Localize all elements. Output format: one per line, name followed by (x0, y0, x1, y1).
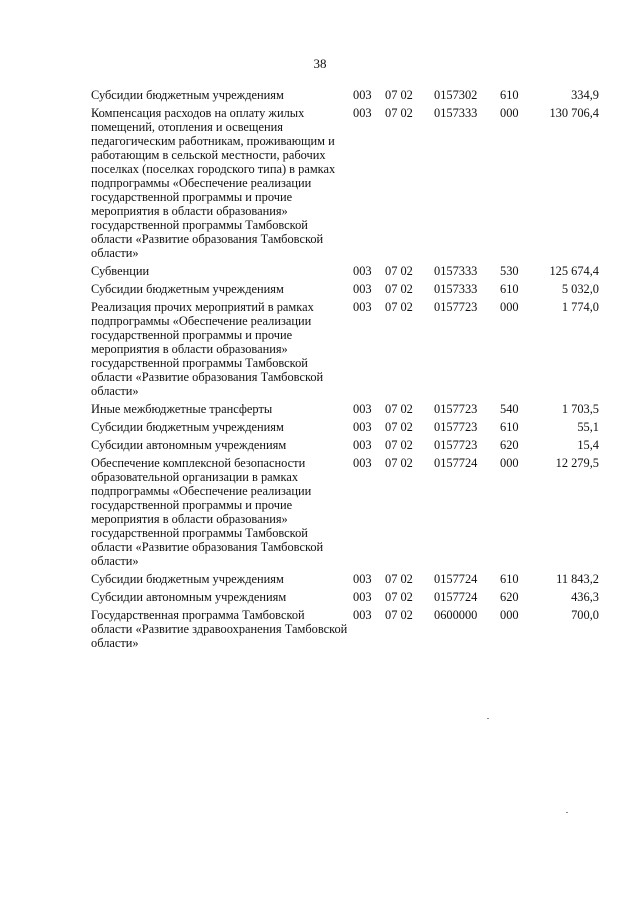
table-row (91, 456, 599, 568)
row-sum: 5 032,0 (561, 282, 599, 296)
row-name: Субсидии бюджетным учреждениям (91, 572, 284, 586)
row-target-article: 0157302 (434, 88, 478, 102)
row-name: Реализация прочих мероприятий в рамках подпрограммы «Обеспечение реализации государственной программы и прочие мероприятия в области образования» государственной программы Тамбовской области «Развитие образования Тамбовской области» (91, 300, 324, 398)
row-sum: 12 279,5 (555, 456, 599, 470)
scan-speck (566, 812, 568, 813)
row-sum: 334,9 (571, 88, 599, 102)
row-sum: 55,1 (577, 420, 599, 434)
row-target-article: 0157333 (434, 264, 478, 278)
table-row (91, 88, 599, 102)
row-ved: 003 (353, 402, 372, 416)
row-ved: 003 (353, 106, 372, 120)
row-expense-type: 620 (500, 438, 519, 452)
row-expense-type: 610 (500, 282, 519, 296)
row-expense-type: 000 (500, 608, 519, 622)
row-sum: 700,0 (571, 608, 599, 622)
row-section: 07 02 (385, 438, 413, 452)
row-expense-type: 610 (500, 420, 519, 434)
row-expense-type: 610 (500, 88, 519, 102)
row-expense-type: 540 (500, 402, 519, 416)
row-target-article: 0157723 (434, 300, 478, 314)
row-sum: 130 706,4 (549, 106, 599, 120)
row-ved: 003 (353, 456, 372, 470)
row-sum: 125 674,4 (549, 264, 599, 278)
row-expense-type: 000 (500, 456, 519, 470)
row-sum: 15,4 (577, 438, 599, 452)
row-sum: 1 774,0 (561, 300, 599, 314)
row-name: Субсидии автономным учреждениям (91, 438, 287, 452)
row-section: 07 02 (385, 264, 413, 278)
row-name: Субвенции (91, 264, 150, 278)
row-ved: 003 (353, 300, 372, 314)
row-name: Государственная программа Тамбовской области «Развитие здравоохранения Тамбовской области» (91, 608, 348, 650)
row-section: 07 02 (385, 456, 413, 470)
row-name: Субсидии бюджетным учреждениям (91, 88, 284, 102)
page-number: 38 (313, 56, 327, 71)
row-sum: 436,3 (571, 590, 599, 604)
row-section: 07 02 (385, 282, 413, 296)
row-section: 07 02 (385, 300, 413, 314)
table-row (91, 300, 599, 398)
row-ved: 003 (353, 590, 372, 604)
row-target-article: 0157723 (434, 420, 478, 434)
row-ved: 003 (353, 438, 372, 452)
row-section: 07 02 (385, 608, 413, 622)
table-row (91, 438, 599, 452)
table-row (91, 572, 599, 586)
row-name: Субсидии бюджетным учреждениям (91, 420, 284, 434)
row-ved: 003 (353, 264, 372, 278)
row-section: 07 02 (385, 106, 413, 120)
row-sum: 1 703,5 (561, 402, 599, 416)
row-ved: 003 (353, 88, 372, 102)
row-section: 07 02 (385, 590, 413, 604)
row-sum: 11 843,2 (556, 572, 599, 586)
row-target-article: 0157723 (434, 402, 478, 416)
budget-table (91, 88, 599, 654)
table-row (91, 608, 599, 650)
row-section: 07 02 (385, 402, 413, 416)
row-target-article: 0157724 (434, 572, 478, 586)
row-name: Компенсация расходов на оплату жилых помещений, отопления и освещения педагогическим работникам, проживающим и работающим в сельской местности, рабочих поселках (поселках городского типа) в рамках подпрограммы «Обеспечение реализации государственной программы и прочие мероприятия в области образования» государственной программы Тамбовской области «Развитие образования Тамбовской области» (91, 106, 336, 260)
table-row (91, 264, 599, 278)
row-expense-type: 000 (500, 300, 519, 314)
row-target-article: 0157724 (434, 456, 478, 470)
row-section: 07 02 (385, 88, 413, 102)
row-expense-type: 610 (500, 572, 519, 586)
row-ved: 003 (353, 420, 372, 434)
scan-speck (487, 718, 489, 719)
row-expense-type: 530 (500, 264, 519, 278)
row-target-article: 0157333 (434, 282, 478, 296)
row-expense-type: 000 (500, 106, 519, 120)
row-target-article: 0157723 (434, 438, 478, 452)
row-section: 07 02 (385, 572, 413, 586)
row-ved: 003 (353, 608, 372, 622)
row-name: Субсидии автономным учреждениям (91, 590, 287, 604)
row-target-article: 0600000 (434, 608, 478, 622)
row-target-article: 0157724 (434, 590, 478, 604)
row-ved: 003 (353, 282, 372, 296)
row-name: Обеспечение комплексной безопасности образовательной организации в рамках подпрограммы «Обеспечение реализации государственной программы и прочие мероприятия в области образования» государственной программы Тамбовской области «Развитие образования Тамбовской области» (91, 456, 324, 568)
table-row (91, 420, 599, 434)
row-ved: 003 (353, 572, 372, 586)
row-target-article: 0157333 (434, 106, 478, 120)
table-row (91, 282, 599, 296)
table-row (91, 590, 599, 604)
row-name: Иные межбюджетные трансферты (91, 402, 273, 416)
table-row (91, 402, 599, 416)
row-name: Субсидии бюджетным учреждениям (91, 282, 284, 296)
table-row (91, 106, 599, 260)
row-expense-type: 620 (500, 590, 519, 604)
row-section: 07 02 (385, 420, 413, 434)
